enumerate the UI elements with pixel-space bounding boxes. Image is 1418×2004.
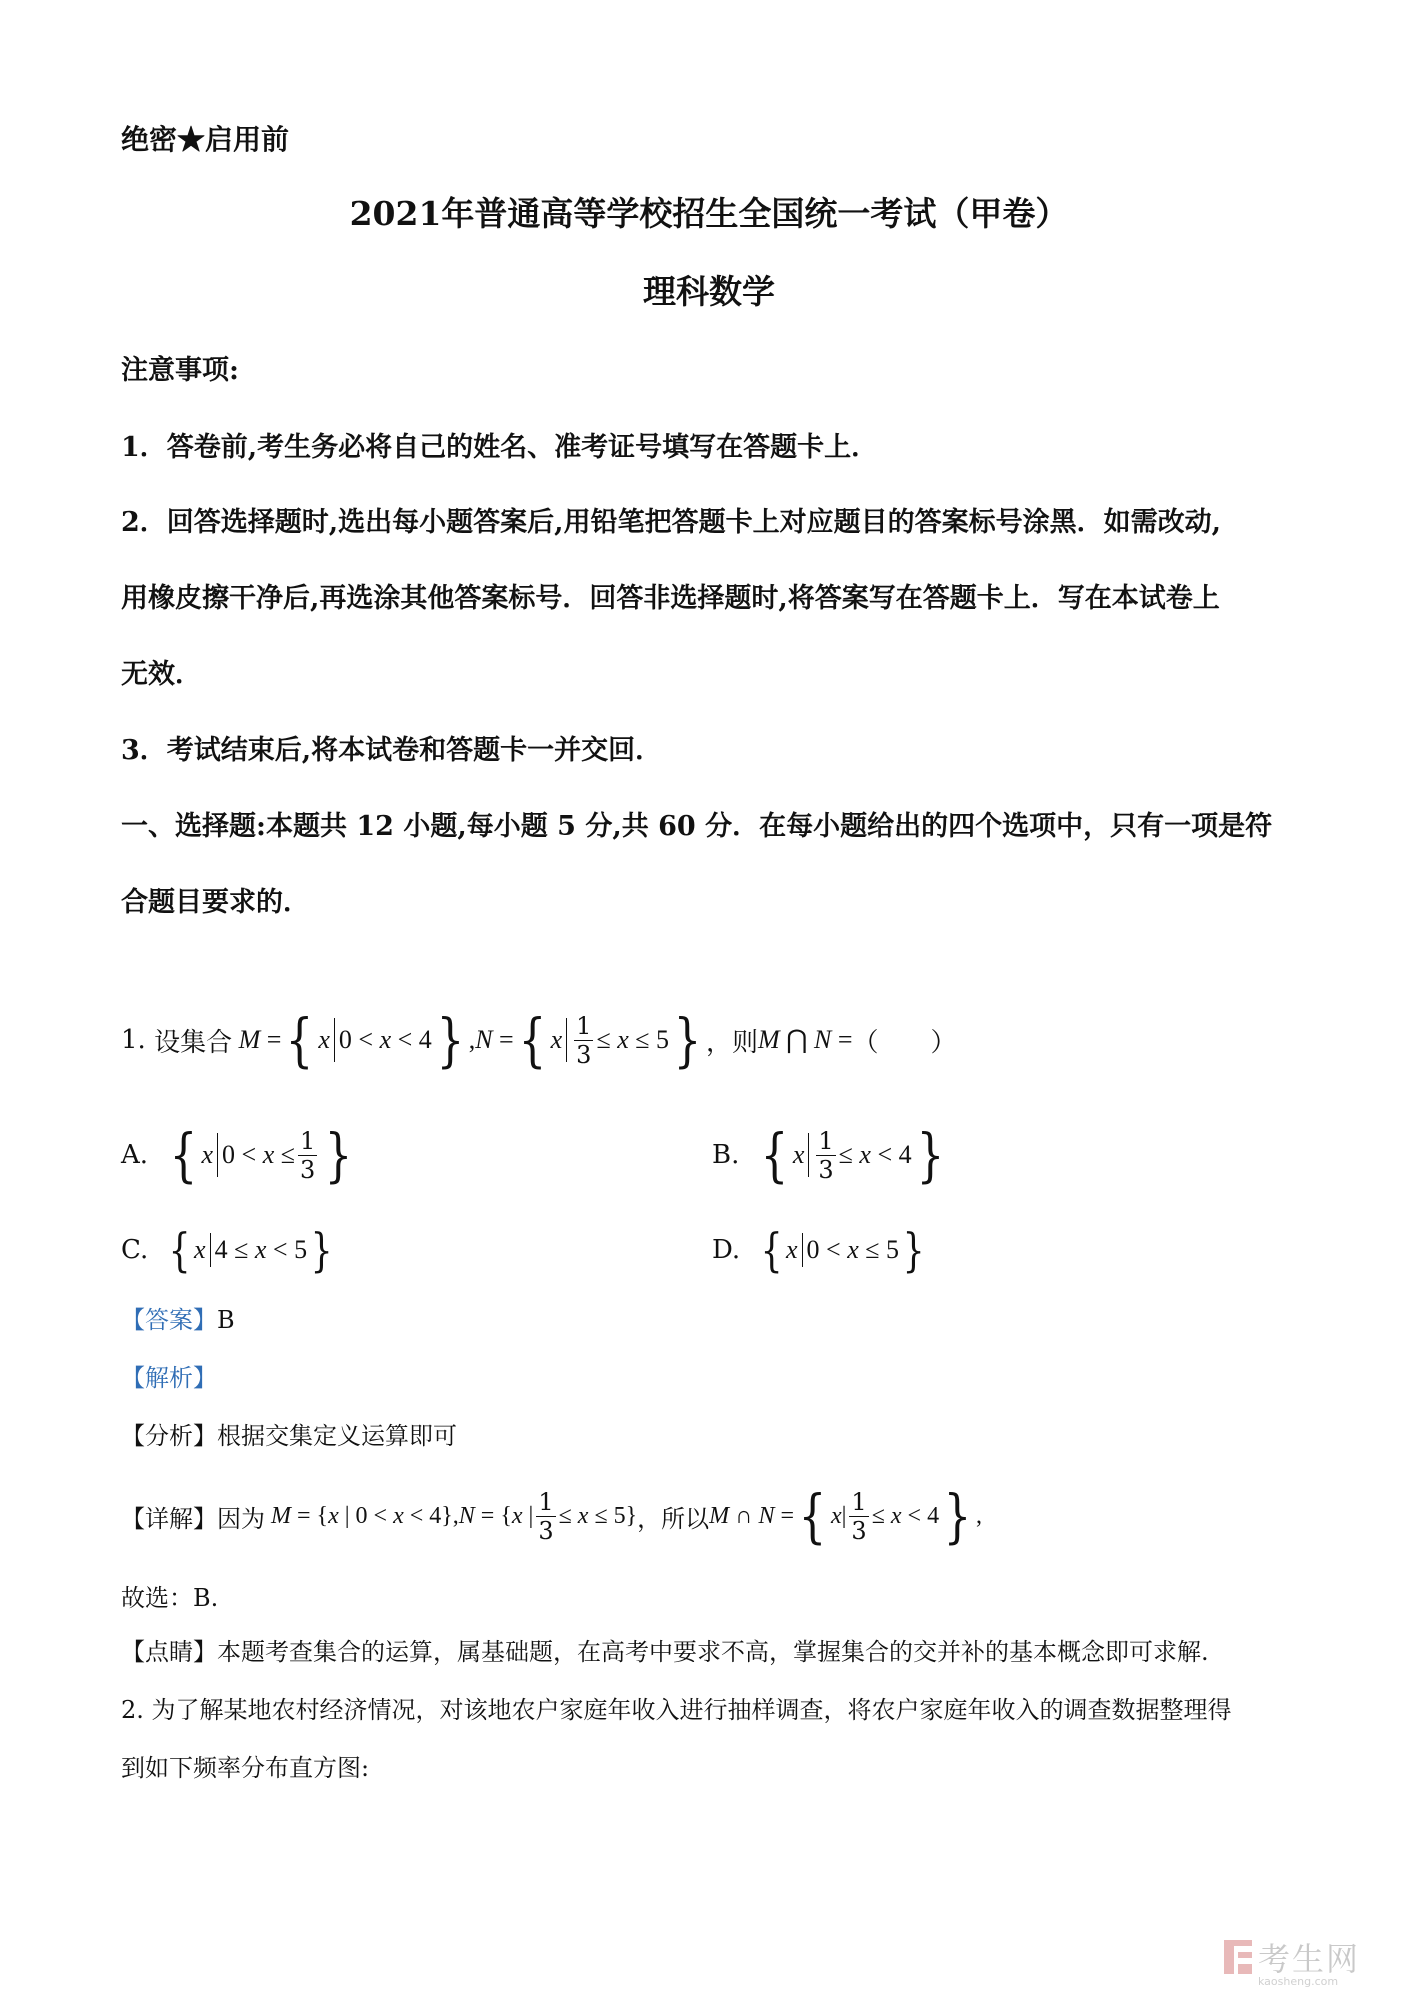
question-2-stem-cont: 到如下频率分布直方图:	[121, 1754, 370, 1782]
section-heading-cont: 合题目要求的．	[121, 887, 310, 918]
analysis-summary: 【分析】根据交集定义运算即可	[121, 1422, 457, 1450]
notice-item: 无效．	[121, 659, 202, 690]
exam-title: 2021年普通高等学校招生全国统一考试（甲卷）	[349, 194, 1069, 233]
notice-item: 用橡皮擦干净后,再选涂其他答案标号．回答非选择题时,将答案写在答题卡上．写在本试卷上	[121, 583, 1220, 614]
notice-item: 2．回答选择题时,选出每小题答案后,用铅笔把答题卡上对应题目的答案标号涂黑．如需改动,	[121, 507, 1221, 538]
watermark-url: kaosheng.com	[1258, 1975, 1339, 1988]
question-2-stem: 2. 为了解某地农村经济情况，对该地农户家庭年收入进行抽样调查，将农户家庭年收入的调查数据整理得	[121, 1696, 1232, 1724]
exam-subject: 理科数学	[643, 272, 775, 311]
option-c: C. { x 4 ≤ x < 5 }	[121, 1223, 333, 1277]
option-d: D. { x 0 < x ≤ 5 }	[712, 1223, 925, 1277]
key-point-note: 【点睛】本题考查集合的运算，属基础题，在高考中要求不高，掌握集合的交并补的基本概念即可求解.	[121, 1638, 1209, 1666]
notice-heading: 注意事项:	[121, 355, 239, 386]
watermark	[1224, 1934, 1360, 1980]
watermark-logo-icon	[1224, 1940, 1252, 1974]
notice-item: 1．答卷前,考生务必将自己的姓名、准考证号填写在答题卡上．	[121, 432, 879, 463]
answer-line: 【答案】B	[121, 1306, 235, 1334]
question-1-stem: 1. 设集合 M = { x 0 < x < 4 } ,N = { x $\frac{1}{3}$ ≤ x ≤ 5 } ，则 M ⋂ N = （ ）	[121, 1006, 957, 1074]
detailed-solution: 【详解】 因为 M = {x | 0 < x < 4},N = {x | $\frac{1}{3}$ ≤ x ≤ 5} ，所以 M ∩ N = { x | $\frac{1}{3}$ ≤ x < 4 } ,	[121, 1482, 982, 1550]
option-a: A. { x 0 < x ≤ $\frac{1}{3}$ }	[121, 1121, 353, 1189]
confidential-label: 绝密★启用前	[121, 123, 290, 156]
watermark-text: 考生网	[1258, 1940, 1361, 1978]
notice-item: 3．考试结束后,将本试卷和答题卡一并交回．	[121, 735, 663, 766]
choice-conclusion: 故选：B.	[121, 1584, 219, 1612]
option-b: B. { x $\frac{1}{3}$ ≤ x < 4 }	[712, 1121, 944, 1189]
section-heading: 一、选择题:本题共 12 小题,每小题 5 分,共 60 分．在每小题给出的四个选项中，只有一项是符	[121, 811, 1273, 842]
analysis-tag: 【解析】	[121, 1364, 217, 1392]
